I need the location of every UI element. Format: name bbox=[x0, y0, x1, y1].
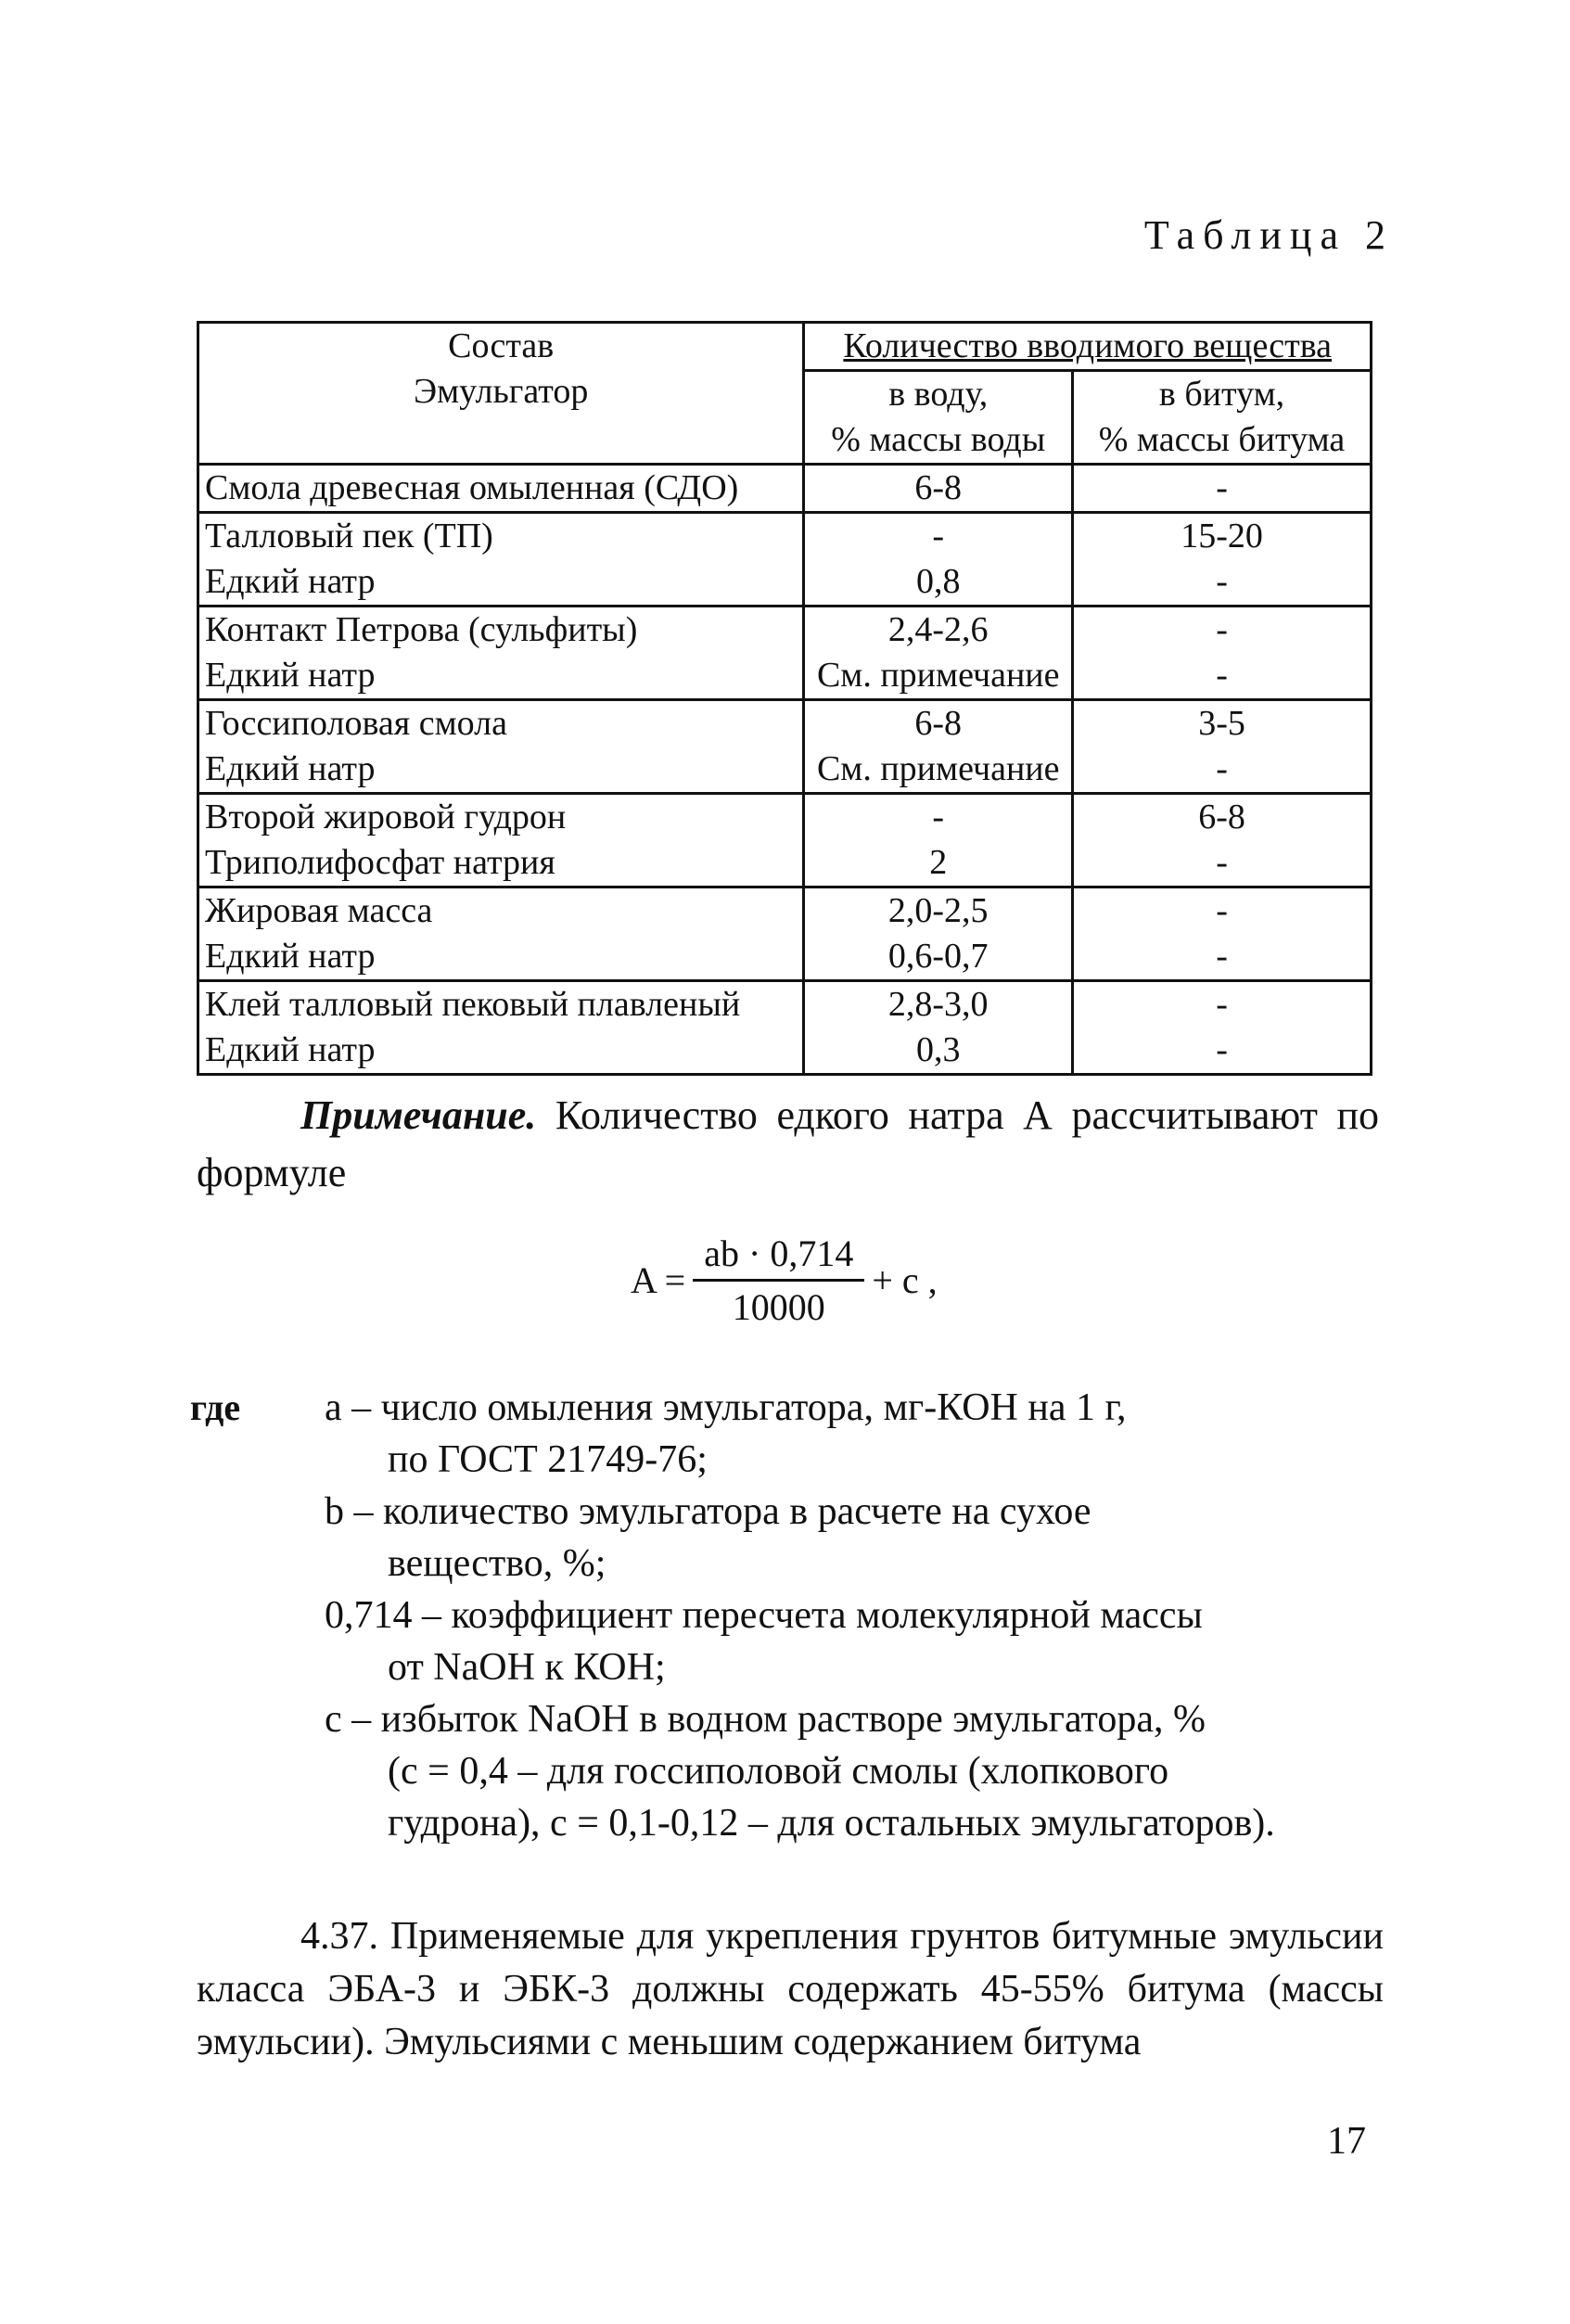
definition-b bbox=[325, 1486, 1382, 1590]
cell-bitumen-value: - bbox=[1216, 610, 1228, 649]
table-cell-water bbox=[804, 513, 1073, 607]
definition-coef-line1: 0,714 – коэффициент пересчета молекулярной массы bbox=[325, 1594, 1203, 1637]
definition-c-line2: (c = 0,4 – для госсиполовой смолы (хлопкового bbox=[388, 1750, 1169, 1793]
header-water bbox=[804, 371, 1073, 465]
definition-a bbox=[325, 1382, 1382, 1486]
header-composition-line2: Эмульгатор bbox=[414, 372, 589, 411]
definition-a-line1: a – число омыления эмульгатора, мг-КОН на 1 г, bbox=[325, 1386, 1127, 1429]
cell-bitumen-value: - bbox=[1216, 1030, 1228, 1069]
table-cell-water bbox=[804, 700, 1073, 794]
table-row bbox=[198, 794, 1372, 887]
definition-c-line3: гудрона), c = 0,1-0,12 – для остальных эмульгаторов). bbox=[388, 1802, 1275, 1845]
table-caption: Таблица 2 bbox=[1143, 212, 1394, 258]
cell-bitumen-value: - bbox=[1216, 749, 1228, 788]
cell-name-value: Триполифосфат натрия bbox=[205, 843, 555, 882]
table-header-row-1 bbox=[198, 323, 1372, 371]
cell-bitumen-value: - bbox=[1216, 843, 1228, 882]
cell-bitumen-value: - bbox=[1216, 562, 1228, 601]
table-row bbox=[198, 700, 1372, 794]
formula-fraction bbox=[693, 1232, 864, 1329]
table-cell-bitumen bbox=[1073, 887, 1372, 981]
formula-lhs: A = bbox=[631, 1258, 686, 1301]
table-row bbox=[198, 513, 1372, 607]
table-cell-water bbox=[804, 794, 1073, 887]
formula-numerator: ab · 0,714 bbox=[693, 1232, 864, 1282]
definition-coef-line2: от NaOH к КОН; bbox=[388, 1646, 666, 1689]
header-bitumen-line1: в битум, bbox=[1158, 375, 1285, 414]
cell-bitumen-value: 3-5 bbox=[1198, 704, 1245, 743]
cell-bitumen-value: - bbox=[1216, 891, 1228, 930]
cell-bitumen-value: - bbox=[1216, 656, 1228, 695]
table-cell-name bbox=[198, 513, 804, 607]
cell-bitumen-value: - bbox=[1216, 937, 1228, 976]
cell-name-value: Жировая масса bbox=[205, 891, 433, 930]
table-cell-water bbox=[804, 887, 1073, 981]
cell-name-value: Смола древесная омыленная (СДО) bbox=[205, 468, 739, 507]
header-bitumen-line2: % массы битума bbox=[1098, 420, 1346, 459]
definition-b-line1: b – количество эмульгатора в расчете на сухое bbox=[325, 1490, 1091, 1533]
table-cell-bitumen bbox=[1073, 700, 1372, 794]
cell-water-value: 0,8 bbox=[915, 562, 961, 601]
table-row bbox=[198, 465, 1372, 513]
cell-name-value: Едкий натр bbox=[205, 1030, 376, 1069]
cell-water-value: - bbox=[932, 798, 945, 836]
cell-water-value: - bbox=[932, 517, 945, 555]
table-cell-name bbox=[198, 981, 804, 1075]
table-cell-name bbox=[198, 607, 804, 700]
cell-name-value: Едкий натр bbox=[205, 749, 376, 788]
paragraph-4-37: 4.37. Применяемые для укрепления грунтов битумные эмульсии класса ЭБА-3 и ЭБК-3 должны содержать 45-55% битума (массы эмульсии). Эмульсиями с меньшим содержанием битума bbox=[197, 1915, 1384, 2063]
table-row bbox=[198, 887, 1372, 981]
cell-name-value: Талловый пек (ТП) bbox=[205, 517, 493, 555]
cell-name-value: Едкий натр bbox=[205, 937, 376, 976]
note-text: Количество едкого натра А рассчитывают по формуле bbox=[197, 1092, 1379, 1195]
cell-water-value: 2,4-2,6 bbox=[887, 610, 989, 649]
table-cell-water bbox=[804, 607, 1073, 700]
cell-water-value: См. примечание bbox=[816, 656, 1060, 695]
table-cell-bitumen bbox=[1073, 465, 1372, 513]
header-water-line2: % массы воды bbox=[831, 420, 1046, 459]
header-quantity-group bbox=[804, 323, 1372, 371]
header-water-line1: в воду, bbox=[888, 375, 989, 414]
emulsifier-table bbox=[197, 321, 1372, 1076]
cell-bitumen-value: 6-8 bbox=[1198, 798, 1245, 836]
formula bbox=[631, 1215, 938, 1345]
cell-water-value: 6-8 bbox=[914, 468, 963, 507]
definitions-list bbox=[325, 1382, 1382, 1849]
table-cell-bitumen bbox=[1073, 607, 1372, 700]
table-cell-name bbox=[198, 794, 804, 887]
header-bitumen bbox=[1073, 371, 1372, 465]
table-cell-name bbox=[198, 700, 804, 794]
cell-name-value: Контакт Петрова (сульфиты) bbox=[205, 610, 638, 649]
cell-name-value: Клей талловый пековый плавленый bbox=[205, 985, 741, 1024]
definition-c bbox=[325, 1693, 1382, 1849]
cell-bitumen-value: - bbox=[1216, 985, 1228, 1024]
formula-rhs: + c , bbox=[872, 1258, 938, 1301]
header-quantity-label: Количество вводимого вещества bbox=[843, 326, 1333, 365]
cell-water-value: 0,3 bbox=[915, 1030, 961, 1069]
cell-water-value: См. примечание bbox=[816, 749, 1060, 788]
cell-water-value: 2 bbox=[929, 843, 948, 882]
where-label: где bbox=[190, 1386, 241, 1428]
header-composition bbox=[198, 323, 804, 465]
cell-name-value: Второй жировой гудрон bbox=[205, 798, 567, 836]
cell-water-value: 2,0-2,5 bbox=[887, 891, 989, 930]
table-cell-bitumen bbox=[1073, 981, 1372, 1075]
note-paragraph bbox=[197, 1087, 1379, 1202]
definition-b-line2: вещество, %; bbox=[388, 1542, 606, 1585]
definition-c-line1: c – избыток NaOH в водном растворе эмульгатора, % bbox=[325, 1698, 1206, 1741]
formula-denominator: 10000 bbox=[732, 1285, 825, 1328]
definition-a-line2: по ГОСТ 21749-76; bbox=[388, 1438, 708, 1481]
note-title: Примечание. bbox=[300, 1092, 537, 1138]
table-row bbox=[198, 607, 1372, 700]
cell-name-value: Едкий натр bbox=[205, 562, 376, 601]
table-cell-name bbox=[198, 887, 804, 981]
cell-name-value: Едкий натр bbox=[205, 656, 376, 695]
cell-bitumen-value: 15-20 bbox=[1181, 517, 1263, 555]
table-cell-bitumen bbox=[1073, 513, 1372, 607]
table-cell-water bbox=[804, 465, 1073, 513]
table-cell-water bbox=[804, 981, 1073, 1075]
cell-name-value: Госсиполовая смола bbox=[205, 704, 507, 743]
table-cell-name bbox=[198, 465, 804, 513]
cell-water-value: 6-8 bbox=[914, 704, 963, 743]
definition-coef bbox=[325, 1590, 1382, 1693]
cell-water-value: 0,6-0,7 bbox=[887, 937, 989, 976]
header-composition-line1: Состав bbox=[448, 326, 555, 365]
cell-bitumen-value: - bbox=[1216, 468, 1228, 507]
page-number: 17 bbox=[1327, 2120, 1366, 2163]
cell-water-value: 2,8-3,0 bbox=[887, 985, 989, 1024]
table-row bbox=[198, 981, 1372, 1075]
table-cell-bitumen bbox=[1073, 794, 1372, 887]
table-body bbox=[198, 465, 1372, 1075]
